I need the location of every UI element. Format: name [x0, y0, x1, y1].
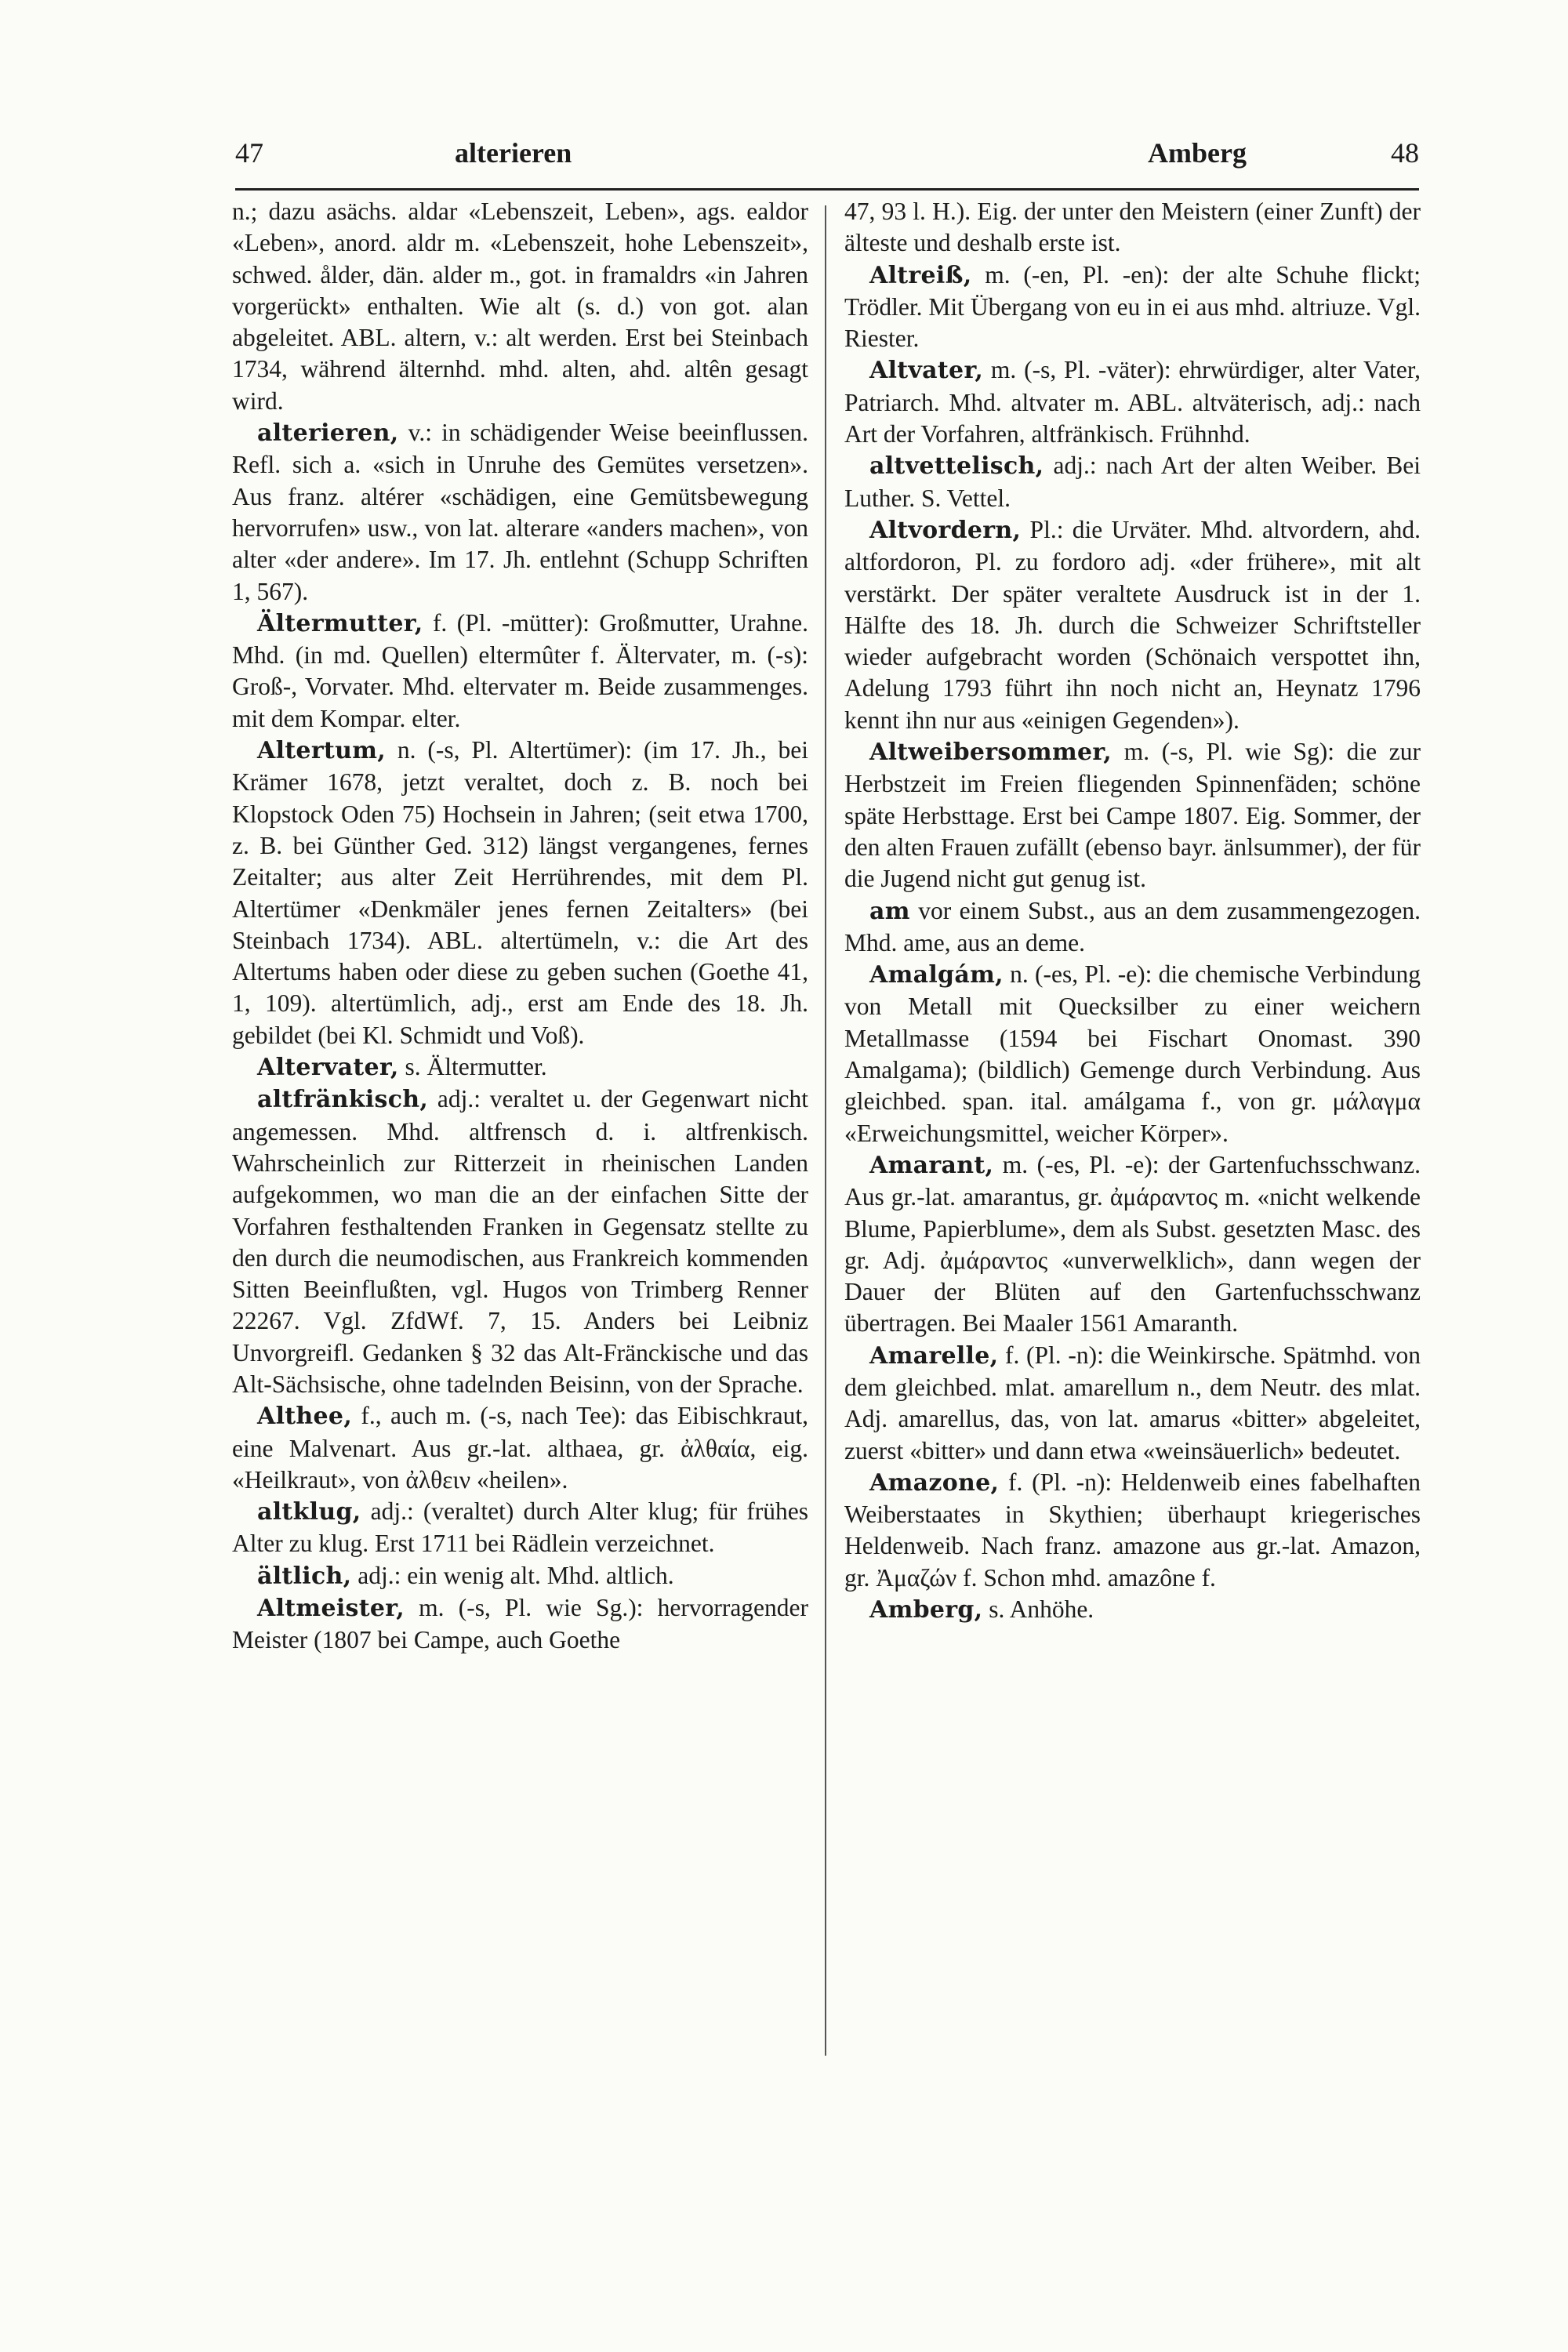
page-number-left: 47 [235, 137, 263, 169]
entry-headword: Altmeister, [257, 1595, 405, 1623]
entry [844, 1340, 1421, 1467]
entry-headword: Ältermutter, [257, 609, 423, 637]
entry [232, 1592, 808, 1657]
entry [232, 196, 808, 417]
entry-text: n. (-s, Pl. Altertümer): (im 17. Jh., bei Krämer 1678, jetzt veraltet, doch z. B. noch bei Klopstock Oden 75) Hochsein in Jahren; (seit etwa 1700, z. B. bei Günther Ged. 312) längst vergangenes, fernes Zeitalter; aus alter Zeit Herrührendes, mit dem Pl. Altertümer «Denkmäler jenes fernen Zeitalters» (bei Steinbach 1734). ABL. altertümeln, v.: die Art des Altertums haben oder diese zu geben suchen (Goethe 41, 1, 109). altertümlich, adj., erst am Ende des 18. Jh. gebildet (bei Kl. Schmidt und Voß). [232, 736, 808, 1049]
entry-text: m. (-es, Pl. -e): der Gartenfuchsschwanz. Aus gr.-lat. amarantus, gr. ἀμάραντος m. «nicht welkende Blume, Papierblume», dem als Subst. gesetzten Masc. des gr. Adj. ἀμάραντος «unverwelklich», dann wegen der Dauer der Blüten auf den Gartenfuchsschwanz übertragen. Bei Maaler 1561 Amaranth. [844, 1150, 1421, 1338]
running-headword-right: Amberg [1148, 137, 1247, 169]
entry-text: v.: in schädigender Weise beeinflussen. Refl. sich a. «sich in Unruhe des Gemütes versetzen». Aus franz. altérer «schädigen, eine Gemütsbewegung hervorrufen» usw., von lat. alterare «anders machen», von alter «der andere». Im 17. Jh. entlehnt (Schupp Schriften 1, 567). [232, 419, 809, 605]
entry-text: f. (Pl. -n): die Weinkirsche. Spätmhd. von dem gleichbed. mlat. amarellum n., dem Neutr. des mlat. Adj. amarellus, das, von lat. amarus «bitter» abgeleitet, zuerst «bitter» und dann etwa «weinsäuerlich» bedeutet. [844, 1341, 1421, 1465]
entry-text: n.; dazu asächs. aldar «Lebenszeit, Leben», ags. ealdor «Leben», anord. aldr m. «Lebenszeit, hohe Lebenszeit», schwed. ålder, dän. alder m., got. in framaldrs «in Jahren vorgerückt» enthalten. Wie alt (s. d.) von got. alan abgeleitet. ABL. altern, v.: alt werden. Erst bei Steinbach 1734, während älternhd. mhd. alten, ahd. altên gesagt wird. [232, 198, 808, 415]
entry [844, 450, 1421, 514]
entry [232, 1400, 808, 1496]
entry-text: adj.: (veraltet) durch Alter klug; für frühes Alter zu klug. Erst 1711 bei Rädlein verzeichnet. [232, 1497, 809, 1558]
page-number-right: 48 [1391, 137, 1419, 169]
entry-text: f., auch m. (-s, nach Tee): das Eibischkraut, eine Malvenart. Aus gr.-lat. althaea, gr. ἀλθαία, eig. «Heilkraut», von ἀλθειν «heilen». [232, 1402, 809, 1494]
entry-headword: Altvater, [869, 357, 984, 385]
entry-headword: am [869, 897, 910, 925]
entry-text: Pl.: die Urväter. Mhd. altvordern, ahd. altfordoron, Pl. zu fordoro adj. «der frühere», mit alt verstärkt. Der später veraltete Ausdruck ist in der 1. Hälfte des 18. Jh. durch die Schweizer Schriftsteller wieder aufgebracht worden (Schönaich verspottet ihn, Adelung 1793 führt ihn noch nicht an, Heynatz 1796 kennt ihn nur aus «einigen Gegenden»). [844, 515, 1421, 734]
entry [844, 196, 1421, 260]
left-column [232, 196, 808, 1657]
entry-text: m. (-en, Pl. -en): der alte Schuhe flickt; Trödler. Mit Übergang von eu in ei aus mhd. altriuze. Vgl. Riester. [844, 260, 1421, 353]
entry-text: 47, 93 l. H.). Eig. der unter den Meistern (einer Zunft) der älteste und deshalb erste ist. [844, 198, 1421, 257]
entry-text: s. Ältermutter. [405, 1053, 547, 1081]
entry-text: adj.: veraltet u. der Gegenwart nicht angemessen. Mhd. altfrensch d. i. altfrenkisch. Wahrscheinlich zur Ritterzeit in rheinischen Landen aufgekommen, wo man die an der einfachen Sitte der Vorfahren festhaltenden Franken in Gegensatz stellte zu den durch die neumodischen, aus Frankreich kommenden Sitten Beeinflußten, vgl. Hugos von Trimberg Renner 22267. Vgl. ZfdWf. 7, 15. Anders bei Leibniz Unvorgreifl. Gedanken § 32 das Alt-Fränckische und das Alt-Sächsische, ohne tadelnden Beisinn, von der Sprache. [232, 1085, 809, 1398]
entry-headword: Amarant, [869, 1151, 994, 1179]
entry-headword: Altweibersommer, [869, 739, 1112, 767]
entry-text: adj.: nach Art der alten Weiber. Bei Luther. S. Vettel. [844, 452, 1421, 512]
entry-text: s. Anhöhe. [989, 1595, 1094, 1624]
entry [844, 959, 1421, 1149]
entry-headword: Amarelle, [869, 1341, 999, 1370]
entry-headword: Amberg, [869, 1596, 983, 1624]
entry-text: m. (-s, Pl. -väter): ehrwürdiger, alter Vater, Patriarch. Mhd. altvater m. ABL. altväterisch, adj.: nach Art der Vorfahren, altfränkisch. Frühnhd. [844, 356, 1421, 448]
entry-headword: altvettelisch, [869, 452, 1044, 481]
entry-headword: Amazone, [869, 1468, 1000, 1497]
entry [232, 1051, 808, 1083]
page-header [235, 133, 1419, 191]
entry [232, 417, 808, 608]
entry-headword: altklug, [257, 1498, 361, 1526]
entry [232, 1496, 808, 1560]
entry-headword: Altvordern, [869, 516, 1022, 544]
entry-text: f. (Pl. -mütter): Großmutter, Urahne. Mhd. (in md. Quellen) eltermûter f. Ältervater, m. (-s): Groß-, Vorvater. Mhd. eltervater m. Beide zusammenges. mit dem Kompar. elter. [232, 608, 808, 732]
entry [844, 895, 1421, 960]
entry [232, 735, 808, 1051]
entry-text: m. (-s, Pl. wie Sg.): hervorragender Meister (1807 bei Campe, auch Goethe [232, 1594, 809, 1654]
entry [232, 1083, 808, 1400]
entry-headword: ältlich, [257, 1562, 352, 1590]
entry-headword: Althee, [257, 1403, 353, 1431]
entry-text: vor einem Subst., aus an dem zusammengezogen. Mhd. ame, aus an deme. [844, 896, 1421, 956]
entry-text: m. (-s, Pl. wie Sg): die zur Herbstzeit im Freien fliegenden Spinnenfäden; schöne späte Herbsttage. Erst bei Campe 1807. Eig. Sommer, der den alten Frauen zufällt (ebenso bayr. änlsummer), der für die Jugend nicht gut genug ist. [844, 738, 1421, 893]
entry-text: n. (-es, Pl. -e): die chemische Verbindung von Metall mit Quecksilber zu einer weichern Metallmasse (1594 bei Fischart Onomast. 390 Amalgama); (bildlich) Gemenge durch Verbindung. Aus gleichbed. span. ital. amálgama f., von gr. μάλαγμα «Erweichungsmittel, weicher Körper». [844, 960, 1421, 1147]
entry [844, 1467, 1421, 1594]
entry [844, 736, 1421, 895]
entry [232, 1560, 808, 1592]
entry [844, 1594, 1421, 1626]
entry [844, 354, 1421, 450]
right-column [844, 196, 1421, 1626]
entry [844, 260, 1421, 355]
entry [844, 514, 1421, 736]
entry-headword: Amalgám, [869, 961, 1004, 989]
entry-text: adj.: ein wenig alt. Mhd. altlich. [358, 1561, 674, 1589]
column-divider [825, 205, 826, 2056]
entry-text: f. (Pl. -n): Heldenweib eines fabelhaften Weiberstaates in Skythien; überhaupt kriegerisches Heldenweib. Nach franz. amazone aus gr.-lat. Amazon, gr. Ἀμαζών f. Schon mhd. amazône f. [844, 1468, 1421, 1592]
entry-headword: Altertum, [257, 737, 386, 765]
entry [844, 1149, 1421, 1340]
entry-headword: Altervater, [257, 1054, 399, 1082]
entry-headword: Altreiß, [869, 261, 972, 289]
entry-headword: alterieren, [257, 419, 399, 448]
running-headword-left: alterieren [455, 137, 572, 169]
entry-headword: altfränkisch, [257, 1086, 429, 1114]
entry [232, 608, 808, 735]
